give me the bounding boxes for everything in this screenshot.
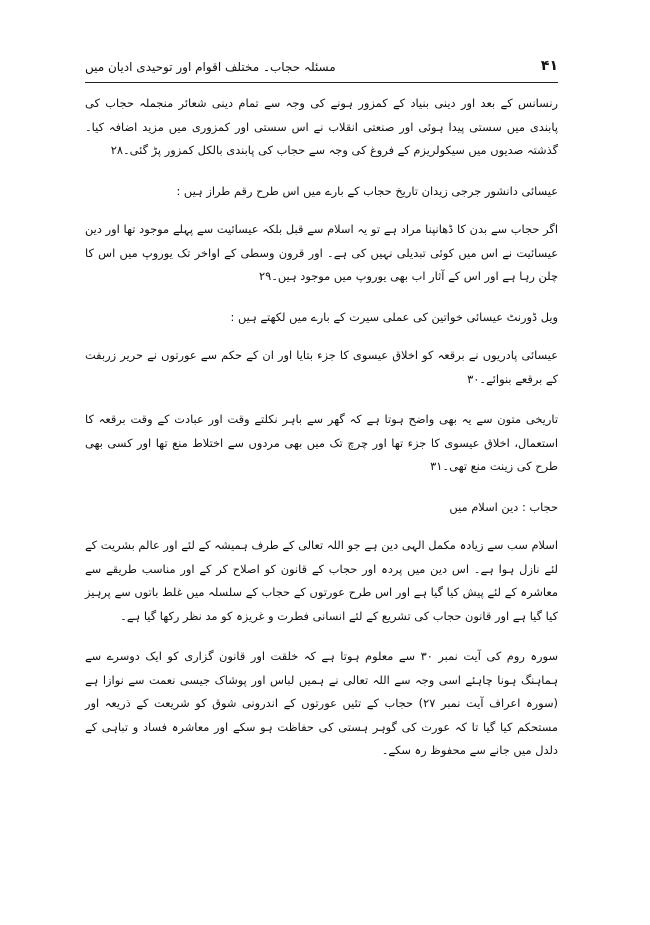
- paragraph-renaissance: رنسانس کے بعد اور دینی بنیاد کے کمزور ہونے کی وجہ سے تمام دینی شعائر منجملہ حجاب کی پابندی میں سستی پیدا ہوئی اور صنعتی انقلاب نے اس سستی اور کمزوری میں مزید اضافہ کیا۔ گذشتہ صدیوں میں سیکولریزم کے فروغ کی وجہ سے حجاب کی پابندی بالکل کمزور پڑ گئی۔۲۸: [85, 96, 558, 157]
- page-header: [85, 58, 558, 80]
- section-heading-hijab-in-islam: حجاب : دین اسلام میں: [449, 499, 558, 514]
- body-text: [85, 92, 558, 780]
- running-title: مسئلہ حجاب۔ مختلف اقوام اور توحیدی ادیان میں: [85, 60, 336, 74]
- paragraph-historical-texts: تاریخی متون سے یہ بھی واضح ہوتا ہے کہ گھر سے باہر نکلتے وقت اور عبادت کے وقت برقعہ کا استعمال، اخلاق عیسوی کا جزء تھا اور چرچ تک میں بھی مردوں سے اختلاط منع تھا اور کسی بھی طرح کی زینت منع تھی۔۳۱: [85, 412, 558, 473]
- paragraph-islam: اسلام سب سے زیادہ مکمل الہی دین ہے جو اللہ تعالی کے طرف ہمیشہ کے لئے اور عالم بشریت کے لئے نازل ہوا ہے۔ اس دین میں پردہ اور حجاب کے قانون کو اصلاح کر کے اور مناسب طریقے سے معاشرہ کے لئے پیش کیا گیا ہے اور اس طرح عورتوں کے حجاب کے سلسلہ میں غلط باتوں سے پرہیز کیا گیا ہے اور قانون حجاب کی تشریع کے لئے انسانی فطرت و غریزہ کو مد نظر رکھا گیا ہے۔: [85, 538, 558, 623]
- paragraph-durant-intro: ویل ڈورنٹ عیسائی خواتین کی عملی سیرت کے بارے میں لکھتے ہیں :: [230, 309, 558, 324]
- page-number: ۴۱: [540, 58, 558, 74]
- paragraph-durant-quote: عیسائی پادریوں نے برقعہ کو اخلاق عیسوی کا جزء بتایا اور ان کے حکم سے عورتوں نے حریر زربفت کے برقعے بنوائے۔۳۰: [85, 348, 558, 386]
- paragraph-zaidan-quote: اگر حجاب سے بدن کا ڈھانپنا مراد ہے تو یہ اسلام سے قبل بلکہ عیسائیت سے پہلے موجود تھا اور دین عیسائیت نے اس میں کوئی تبدیلی نہیں کی ہے۔ اور قرون وسطی کے اواخر تک یوروپ میں اس کا چلن رہا ہے اور اس کے آثار اب بھی یوروپ میں موجود ہیں۔۲۹: [85, 222, 558, 283]
- header-divider: [85, 82, 558, 83]
- paragraph-zaidan-intro: عیسائی دانشور جرجی زیدان تاریخ حجاب کے بارے میں اس طرح رقم طراز ہیں :: [176, 183, 558, 198]
- paragraph-surah-rum: سورہ روم کی آیت نمبر ۳۰ سے معلوم ہوتا ہے کہ خلقت اور قانون گزاری کو ایک دوسرے سے ہماہنگ ہونا چاہئے اسی وجہ سے اللہ تعالی نے ہمیں لباس اور پوشاک جیسی نعمت سے نوازا ہے (سورہ اعراف آیت نمبر ۲۷) حجاب کے تئیں عورتوں کے اندرونی شوق کو شریعت کے ذریعہ اور مستحکم کیا گیا تا کہ عورت کی گوہر ہستی کی حفاظت ہو سکے اور معاشرہ فساد و تباہی کے دلدل میں جانے سے محفوظ رہ سکے۔: [85, 649, 559, 757]
